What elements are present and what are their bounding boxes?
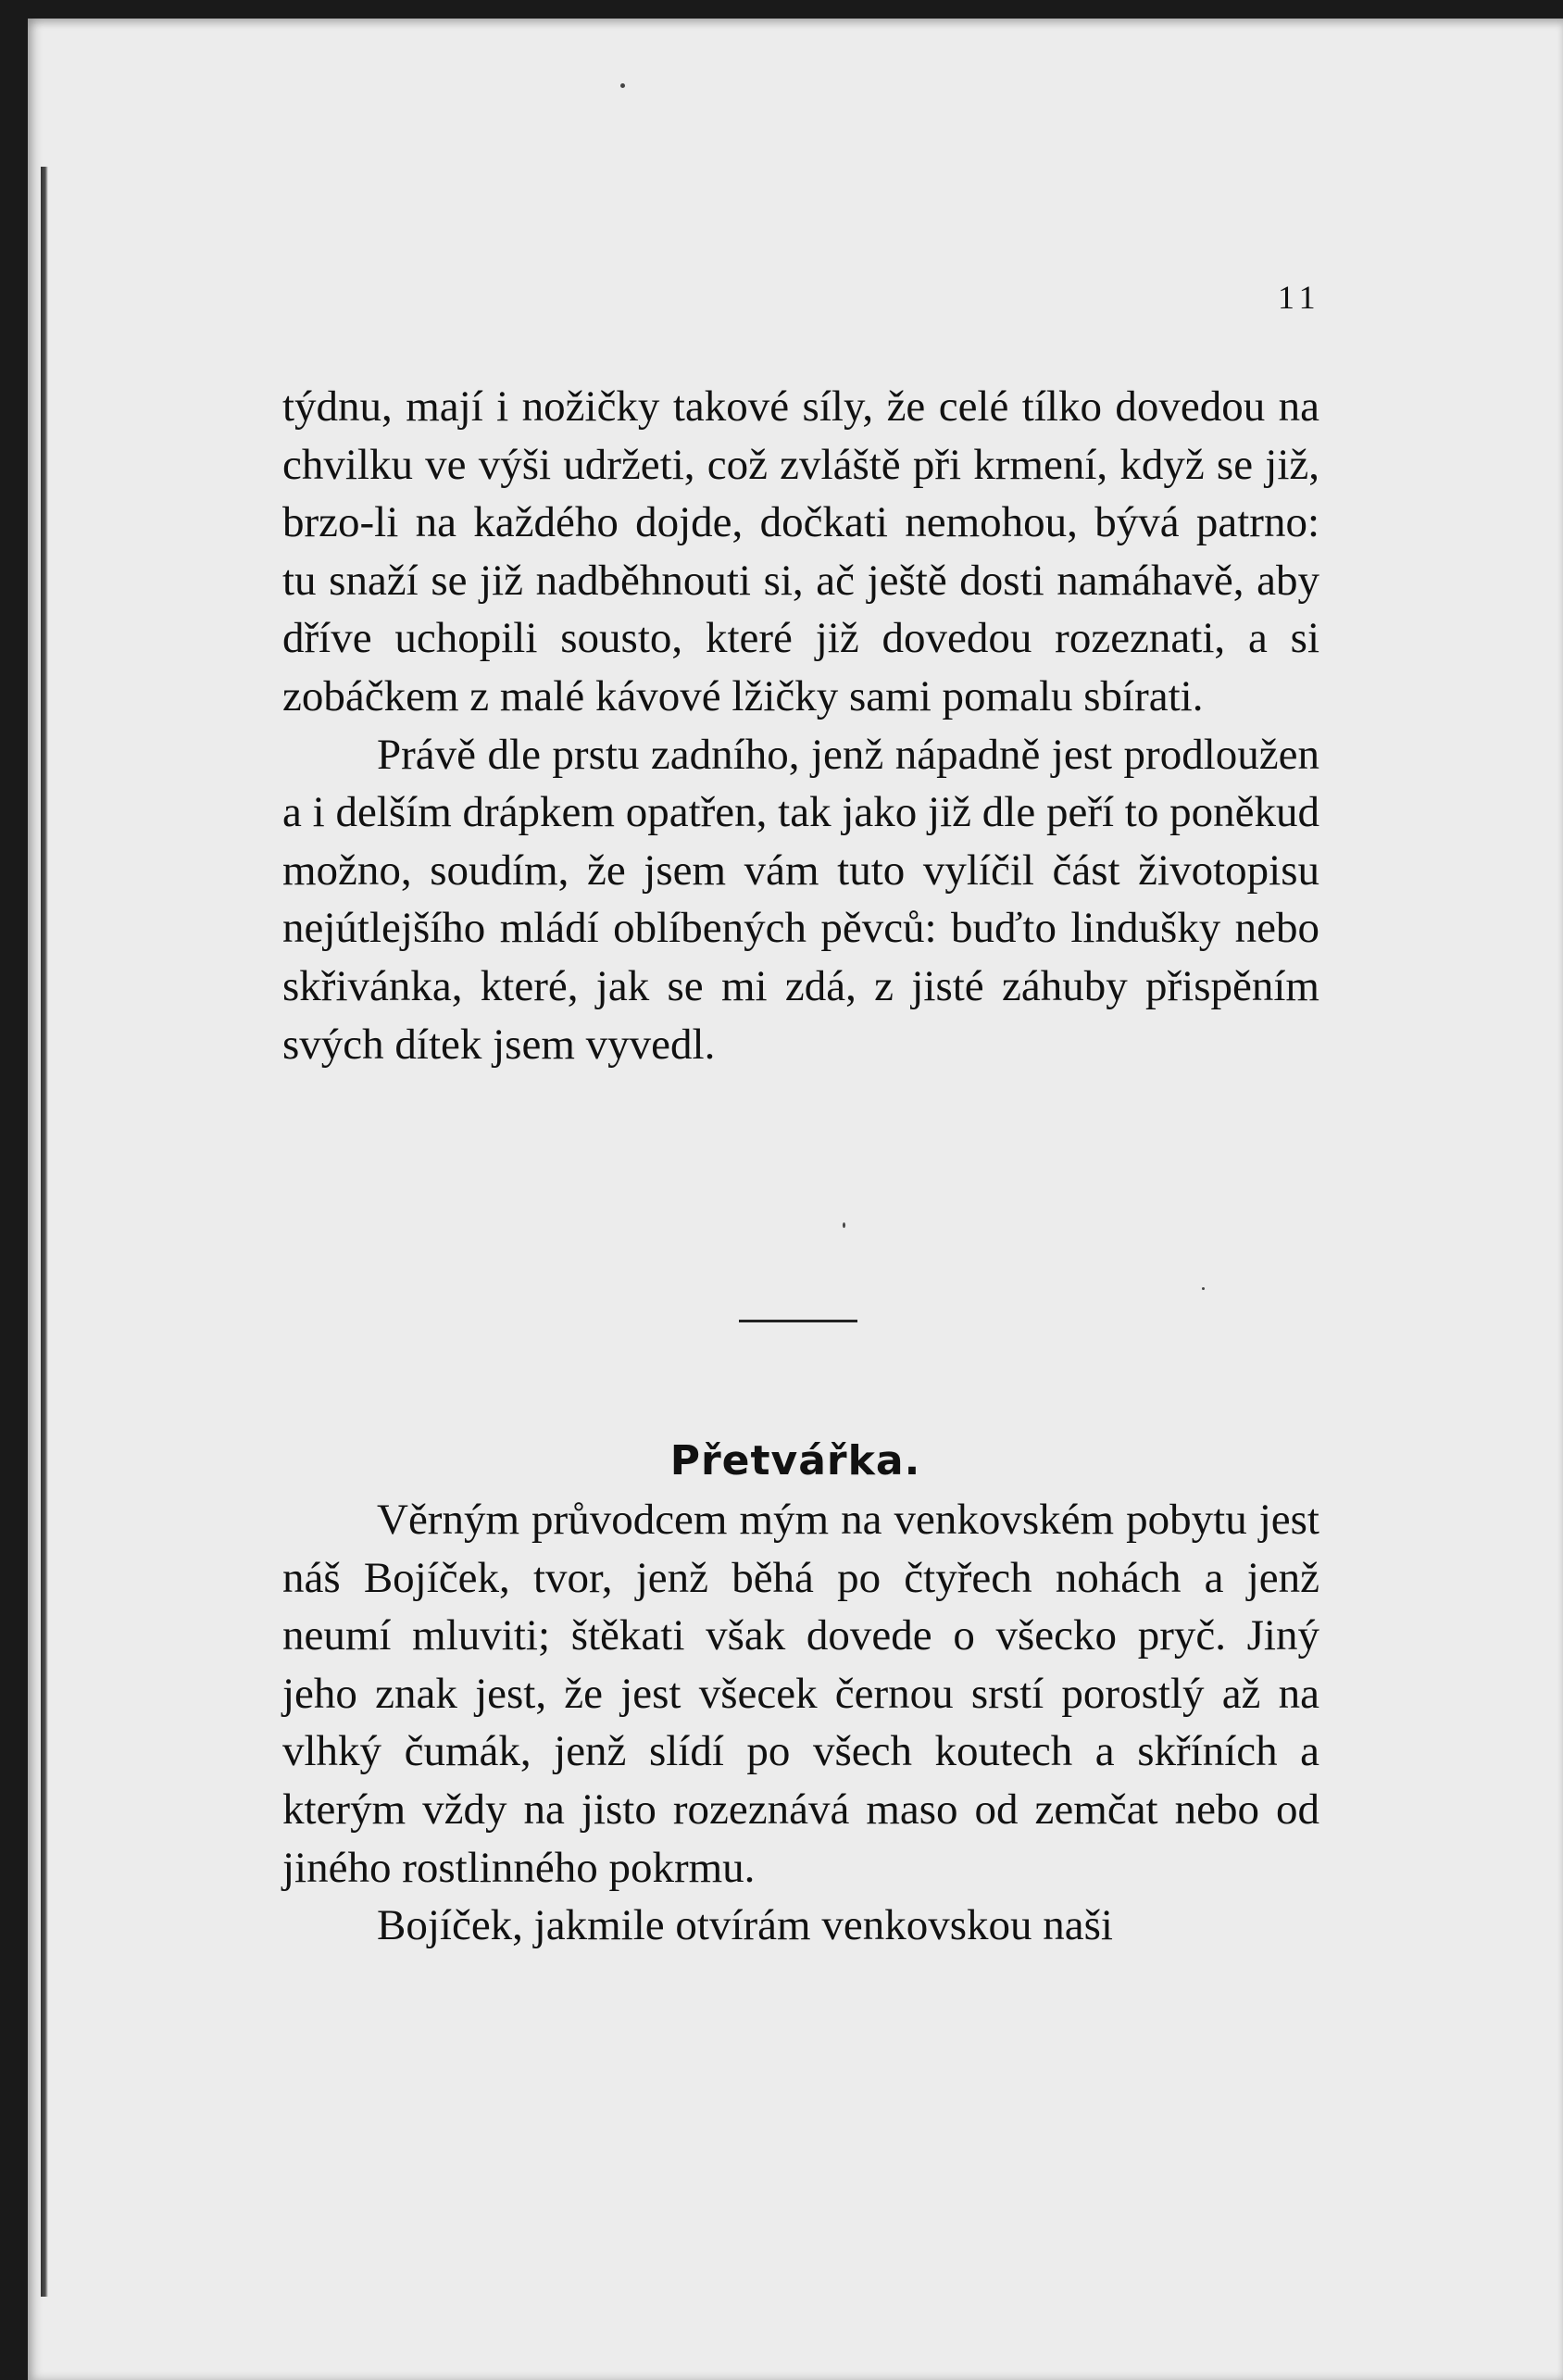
paragraph-1: týdnu, mají i nožičky takové síly, že celé tílko dovedou na chvilku ve výši udržeti, což zvláště při krmení, když se již, brzo-li na každého dojde, dočkati nemohou, bývá patrno: tu snaží se již nadběhnouti si, ač ještě dosti namáhavě, aby dříve uchopili sousto, které již dovedou rozeznati, a si zobáčkem z malé kávové lžičky sami pomalu sbírati. <box>282 382 1319 720</box>
paper-speck <box>1202 1287 1205 1290</box>
section-divider <box>739 1320 857 1322</box>
paragraph-3: Věrným průvodcem mým na venkovském pobytu jest náš Bojíček, tvor, jenž běhá po čtyřech nohách a jenž neumí mluviti; štěkati však dovede o všecko pryč. Jiný jeho znak jest, že jest všecek černou srstí porostlý až na vlhký čumák, jenž slídí po všech koutech a skříních a kterým vždy na jisto rozeznává maso od zemčat nebo od jiného rostlinného pokrmu. <box>282 1496 1319 1892</box>
paragraph-2: Právě dle prstu zadního, jenž nápadně jest prodloužen a i delším drápkem opatřen, tak jako již dle peří to poněkud možno, soudím, že jsem vám tuto vylíčil část životopisu nejútlejšího mládí oblíbených pěvců: buďto lindušky nebo skřivánka, které, jak se mi zdá, z jisté záhuby přispěním svých dítek jsem vyvedl. <box>282 730 1319 1069</box>
paper-speck <box>843 1222 845 1228</box>
book-page <box>28 19 1563 2380</box>
section-title: Přetvářka. <box>669 1437 921 1484</box>
text-block-top <box>282 378 1319 1073</box>
page-number: 11 <box>1278 279 1321 316</box>
paper-speck <box>620 83 625 88</box>
paragraph-4: Bojíček, jakmile otvírám venkovskou naši <box>377 1901 1113 1950</box>
text-block-bottom <box>282 1491 1319 1955</box>
binding-edge <box>41 167 48 2297</box>
